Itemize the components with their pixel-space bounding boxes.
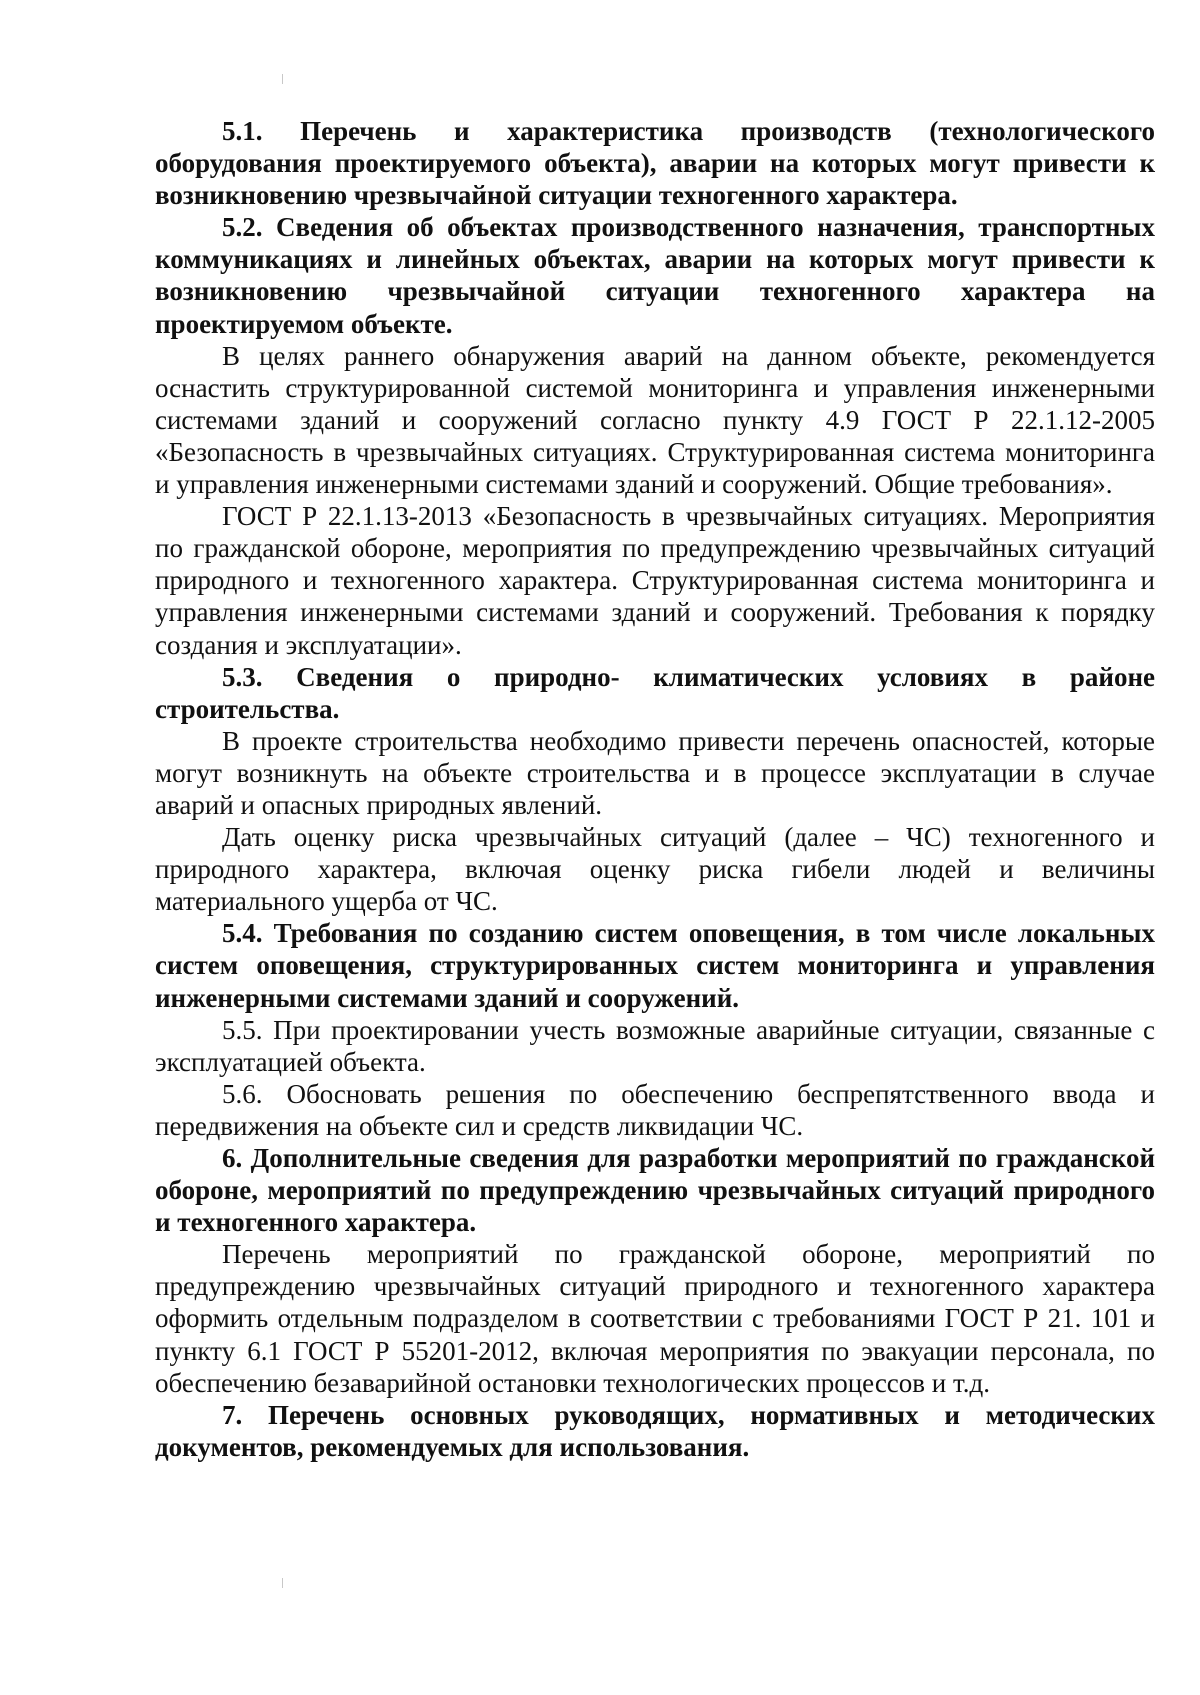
section-title: Сведения о природно- климатических условиях в районе строительства.	[155, 661, 1155, 724]
body-paragraph: Перечень мероприятий по гражданской обороне, мероприятий по предупреждению чрезвычайных ситуаций природного и техногенного характера оформить отдельным подразделом в соответствии с требованиями ГОСТ Р 21. 101 и пункту 6.1 ГОСТ Р 55201-2012, включая мероприятия по эвакуации персонала, по обеспечению безаварийной остановки технологических процессов и т.д.	[155, 1239, 1155, 1398]
section-number: 5.3.	[222, 661, 263, 692]
section-number: 6.	[222, 1143, 243, 1173]
body-paragraph: В проекте строительства необходимо привести перечень опасностей, которые могут возникнуть на объекте строительства и в процессе эксплуатации в случае аварий и опасных природных явлений.	[155, 725, 1155, 820]
body-paragraph: В целях раннего обнаружения аварий на данном объекте, рекомендуется оснастить структурированной системой мониторинга и управления инженерными системами зданий и сооружений согласно пункту 4.9 ГОСТ Р 22.1.12-2005 «Безопасность в чрезвычайных ситуациях. Структурированная система мониторинга и управления инженерными системами зданий и сооружений. Общие требования».	[155, 340, 1155, 500]
section-title: Сведения об объектах производственного назначения, транспортных коммуникациях и линейных объектах, аварии на которых могут привести к возникновению чрезвычайной ситуации техногенного характера на проектируемом объекте.	[155, 212, 1156, 339]
section-5-1-heading	[155, 115, 1155, 211]
scan-mark-top	[282, 74, 283, 84]
section-5-2-heading	[155, 211, 1155, 339]
section-5-4-heading	[155, 917, 1155, 1013]
section-title: Требования по созданию систем оповещения, в том числе локальных систем оповещения, структурированных систем мониторинга и управления инженерными системами зданий и сооружений.	[155, 918, 1156, 1013]
section-number: 5.1.	[222, 116, 263, 146]
section-5-3-heading	[155, 661, 1155, 725]
scan-mark-bottom	[282, 1578, 283, 1588]
body-paragraph: ГОСТ Р 22.1.13-2013 «Безопасность в чрезвычайных ситуациях. Мероприятия по гражданской обороне, мероприятия по предупреждению чрезвычайных ситуаций природного и техногенного характера. Структурированная система мониторинга и управления инженерными системами зданий и сооружений. Требования к порядку создания и эксплуатации».	[155, 501, 1155, 660]
section-6-heading	[155, 1142, 1155, 1238]
section-number: 5.4.	[222, 918, 263, 949]
section-number: 7.	[222, 1399, 243, 1430]
body-paragraph: Дать оценку риска чрезвычайных ситуаций (далее – ЧС) техногенного и природного характера, включая оценку риска гибели людей и величины материального ущерба от ЧС.	[155, 822, 1155, 917]
section-title: Перечень и характеристика производств (технологического оборудования проектируемого объекта), аварии на которых могут привести к возникновению чрезвычайной ситуации техногенного характера.	[155, 116, 1156, 211]
body-paragraph: 5.5. При проектировании учесть возможные аварийные ситуации, связанные с эксплуатацией объекта.	[155, 1014, 1155, 1077]
section-title: Дополнительные сведения для разработки мероприятий по гражданской обороне, мероприятий по предупреждению чрезвычайных ситуаций природного и техногенного характера.	[155, 1143, 1156, 1238]
section-number: 5.2.	[222, 212, 263, 243]
document-body	[155, 115, 1155, 1463]
body-paragraph: 5.6. Обосновать решения по обеспечению беспрепятственного ввода и передвижения на объекте сил и средств ликвидации ЧС.	[155, 1078, 1155, 1141]
section-7-heading	[155, 1399, 1155, 1463]
section-title: Перечень основных руководящих, нормативных и методических документов, рекомендуемых для использования.	[155, 1399, 1155, 1462]
